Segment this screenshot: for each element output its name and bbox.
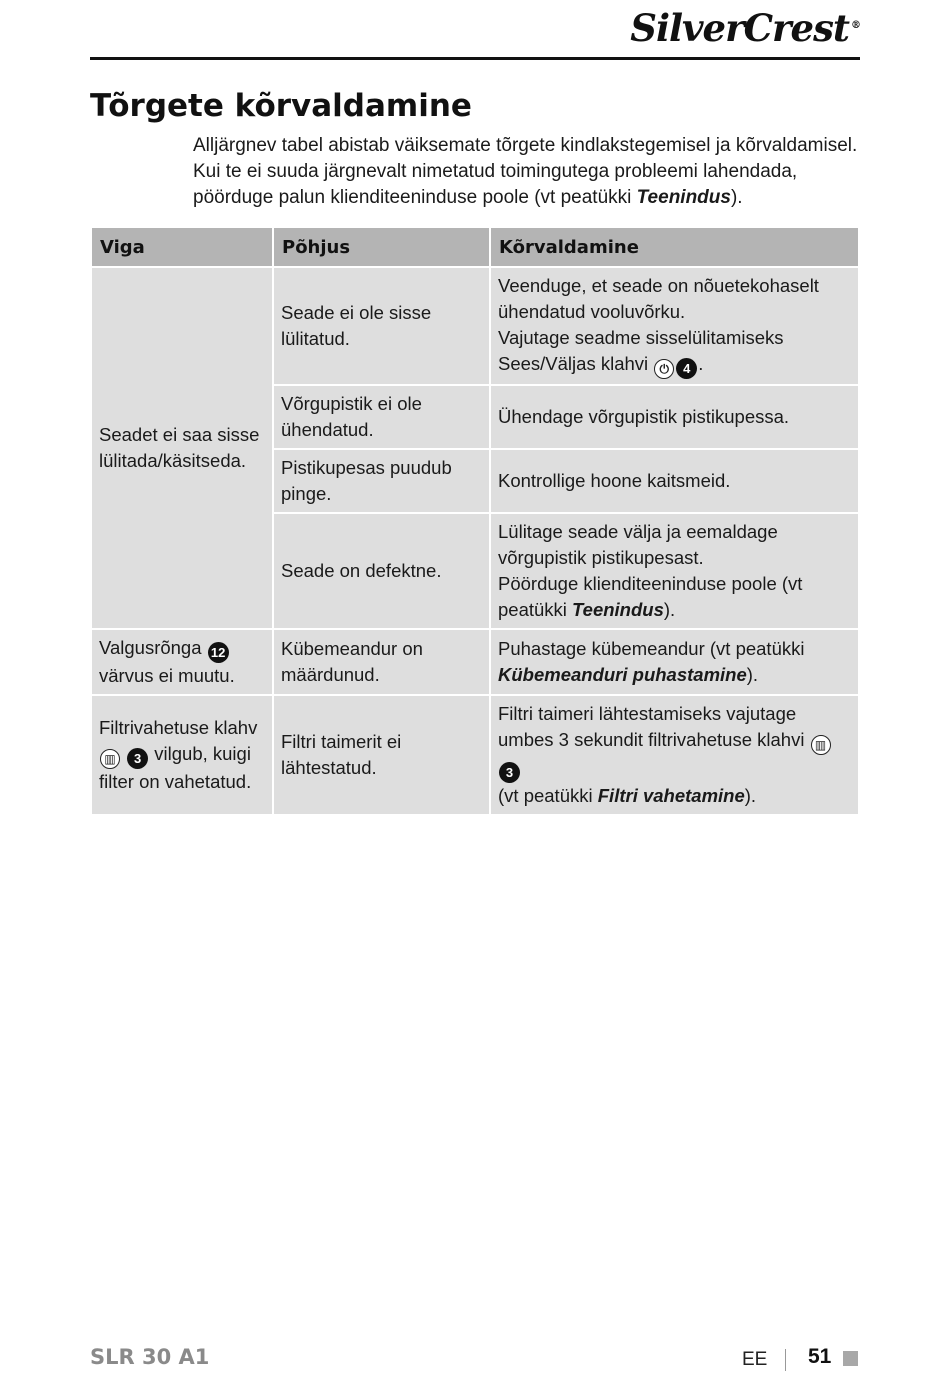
remedy-end: ). [663,599,676,620]
header-cause: Põhjus [274,228,489,266]
fault-text: Valgusrõnga [99,637,202,658]
remedy-end: . [698,353,704,374]
intro-line-1: Alljärgnev tabel abistab väiksemate tõrgete kindlakstegemisel ja kõrvaldamisel. [193,135,858,156]
cause-cell: Seade ei ole sisse lülitatud. [274,268,489,384]
header-rule [90,57,860,60]
intro-line-2 [193,159,863,211]
footer-square-marker [843,1351,858,1366]
page-number: 51 [808,1345,832,1368]
remedy-cell [491,696,858,814]
troubleshooting-table [90,226,860,816]
remedy-text: (vt peatükki [498,785,598,806]
cause-cell: Pistikupesas puudub pinge. [274,450,489,512]
cause-cell: Võrgupistik ei ole ühendatud. [274,386,489,448]
remedy-text: Veenduge, et seade on nõuetekohaselt ühendatud vooluvõrku. [498,275,819,322]
fault-text: Filtrivahetuse klahv [99,717,258,738]
remedy-cell: Kontrollige hoone kaitsmeid. [491,450,858,512]
fault-cell [92,630,272,694]
brand-logo [630,6,860,50]
intro-line-2-text: Kui te ei suuda järgnevalt nimetatud toimingutega probleemi lahendada, pöörduge palun klienditeeninduse poole (vt peatükki [193,161,798,208]
registered-mark: ® [851,19,860,31]
fault-cell [92,696,272,814]
table-row [92,268,858,384]
number-badge: 12 [208,642,229,663]
number-badge: 3 [127,748,148,769]
fault-text: värvus ei muutu. [99,665,235,686]
table-header-row [92,228,858,266]
footer-language: EE [742,1349,768,1370]
header-remedy: Kõrvaldamine [491,228,858,266]
cause-cell: Kübemeandur on määrdunud. [274,630,489,694]
remedy-text: Puhastage kübemeandur (vt peatükki [498,638,805,659]
remedy-cell [491,630,858,694]
fault-cell: Seadet ei saa sisse lülitada/käsitseda. [92,268,272,628]
filter-icon: ▥ [100,749,120,769]
remedy-ref: Filtri vahetamine [597,785,745,806]
remedy-cell [491,514,858,628]
footer-divider [785,1349,786,1371]
number-badge: 4 [676,358,697,379]
remedy-text: Filtri taimeri lähtestamiseks vajutage umbes 3 sekundit filtrivahetuse klahvi [498,703,805,750]
power-icon: ⏻ [654,359,674,379]
fault-text: vilgub, kuigi filter on vahetatud. [99,743,252,792]
remedy-text: Lülitage seade välja ja eemaldage võrgupistik pistikupesast. [498,521,778,568]
filter-icon: ▥ [811,735,831,755]
remedy-text: Vajutage seadme sisselülitamiseks Sees/Väljas klahvi [498,327,784,374]
remedy-end: ). [746,664,759,685]
remedy-ref: Teenindus [572,599,664,620]
footer-model: SLR 30 A1 [90,1345,210,1369]
remedy-text: Pöörduge klienditeeninduse poole (vt peatükki [498,573,803,620]
remedy-cell: Ühendage võrgupistik pistikupessa. [491,386,858,448]
table-row [92,696,858,814]
number-badge: 3 [499,762,520,783]
remedy-ref: Kübemeanduri puhastamine [498,664,747,685]
brand-text: SilverCrest [630,6,849,50]
intro-line-2-end: ). [730,187,743,208]
cause-cell: Seade on defektne. [274,514,489,628]
intro-ref: Teenindus [636,187,731,208]
header-fault: Viga [92,228,272,266]
remedy-end: ). [744,785,757,806]
intro-text [193,133,863,211]
remedy-cell [491,268,858,384]
page-title: Tõrgete kõrvaldamine [90,88,472,124]
cause-cell: Filtri taimerit ei lähtestatud. [274,696,489,814]
table-row [92,630,858,694]
